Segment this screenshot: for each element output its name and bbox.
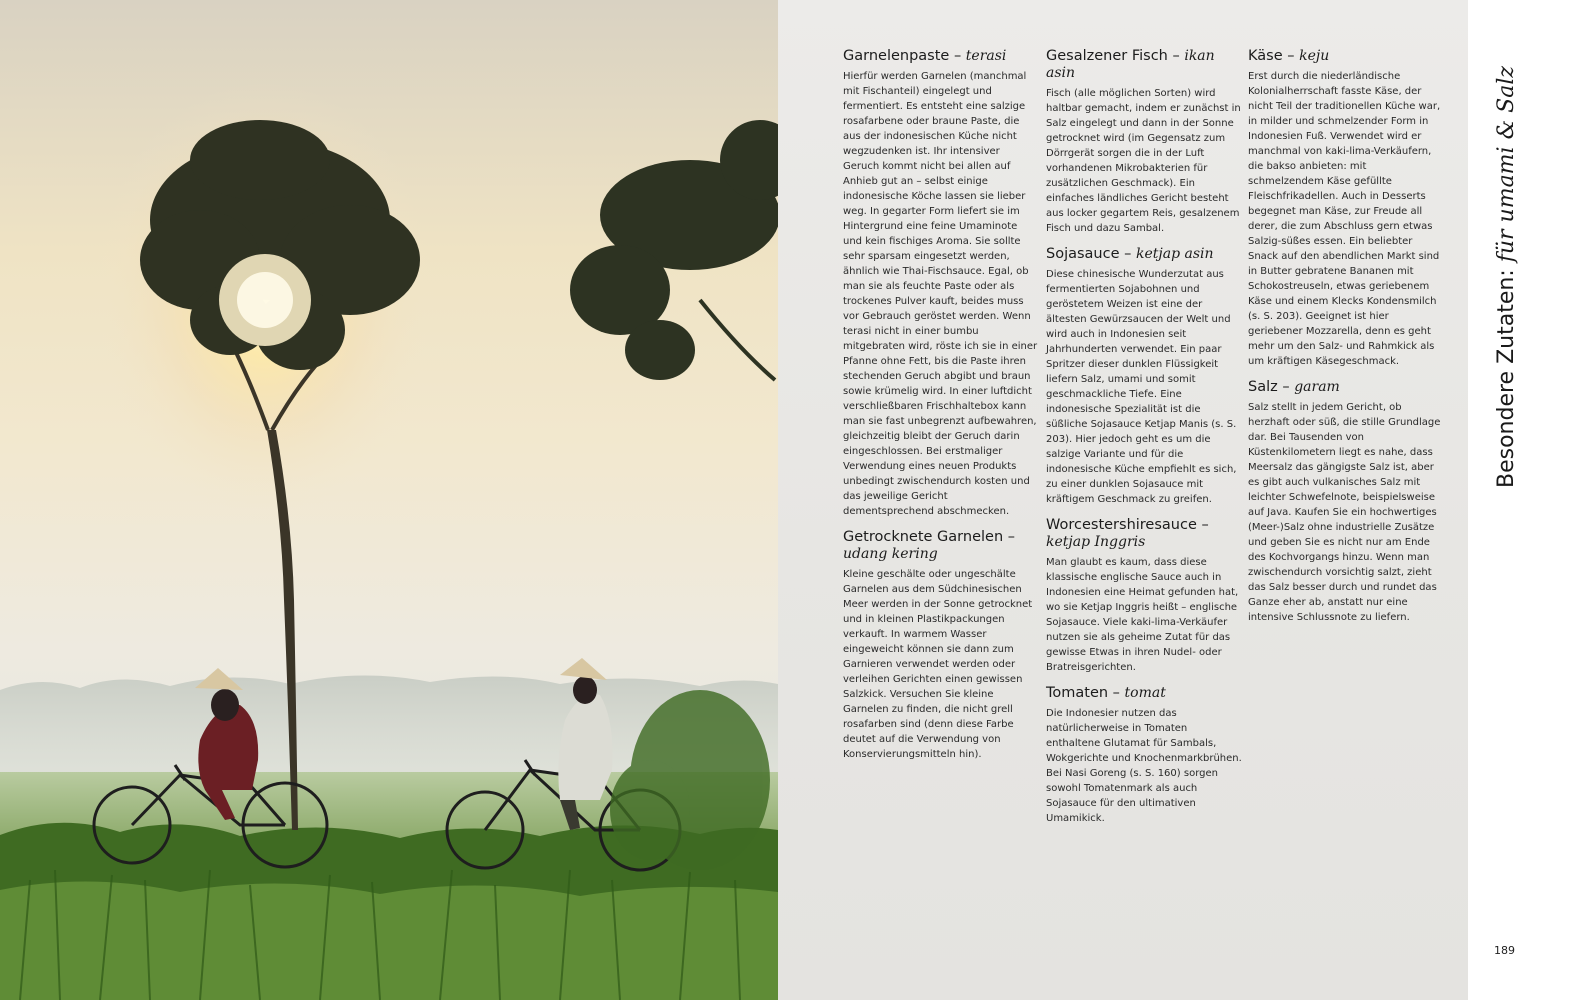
- entry-garnelenpaste: [843, 48, 1039, 519]
- entry-kaese: [1248, 48, 1444, 369]
- page-number: 189: [1494, 944, 1515, 957]
- landscape-photo: [0, 0, 778, 1000]
- entry-title: Gesalzener Fisch – ikan asin: [1046, 48, 1215, 81]
- entry-body: Fisch (alle möglichen Sorten) wird haltbar gemacht, indem er zunächst in Salz eingelegt und dann in der Sonne getrocknet wird (im Gegensatz zum Dörrgerät sorgen die in der Luft vorhandenen Mikrobakterien für zusätzlichen Geschmack). Ein einfaches ländliches Gericht besteht aus locker gegartem Reis, gesalzenem Fisch und dazu Sambal.: [1046, 88, 1241, 234]
- entry-title: Getrocknete Garnelen – udang kering: [843, 529, 1015, 562]
- entry-gesalzener-fisch: [1046, 48, 1242, 236]
- entry-body: Diese chinesische Wunderzutat aus fermentierten Sojabohnen und geröstetem Weizen ist eine der ältesten Gewürzsaucen der Welt und wird auch in Indonesien seit Jahrhunderten verwendet. Ein paar Spritzer dieser dunklen Flüssigkeit liefern Salz, umami und somit geschmackliche Tiefe. Eine indonesische Spezialität ist die süßliche Sojasauce Ketjap Manis (s. S. 203). Hier jedoch geht es um die salzige Variante und für die indonesische Küche empfiehlt es sich, zu einer dunklen Sojasauce mit kräftigem Geschmack zu greifen.: [1046, 269, 1237, 505]
- entry-salz: [1248, 379, 1444, 625]
- entry-body: Kleine geschälte oder ungeschälte Garnelen aus dem Südchinesischen Meer werden in der Sonne getrocknet und in kleinen Plastikpackungen verkauft. In warmem Wasser eingeweicht können sie dann zum Garnieren verwendet werden oder verleihen Gerichten einen gewissen Salzkick. Versuchen Sie kleine Garnelen zu finden, die nicht grell rosafarben sind (denn diese Farbe deutet auf die Verwendung von Konservierungsmitteln hin).: [843, 569, 1033, 760]
- entry-title: Sojasauce – ketjap asin: [1046, 246, 1214, 262]
- text-column-3: [1248, 48, 1444, 635]
- entry-body: Die Indonesier nutzen das natürlicherweise in Tomaten enthaltene Glutamat für Sambals, Wokgerichte und Knochenmarkbrühen. Bei Nasi Goreng (s. S. 160) sorgen sowohl Tomatenmark als auch Sojasauce für den ultimativen Umamikick.: [1046, 708, 1242, 824]
- entry-title-italic: keju: [1299, 48, 1330, 64]
- entry-body: Hierfür werden Garnelen (manchmal mit Fischanteil) eingelegt und fermentiert. Es entsteht eine salzige rosafarbene oder braune Paste, die aus der indonesischen Küche nicht wegzudenken ist. Ihr intensiver Geruch kommt nicht bei allen auf Anhieb gut an – selbst einige indonesische Köche lassen sie lieber weg. In gegarter Form liefert sie im Hintergrund eine feine Umaminote und kein fischiges Aroma. Sie sollte sehr sparsam eingesetzt werden, ähnlich wie Thai-Fischsauce. Egal, ob man sie als feuchte Paste oder als trockenes Pulver kauft, beides muss vor Gebrauch geröstet werden. Wenn terasi nicht in einer bumbu mitgebraten wird, röste ich sie in einer Pfanne ohne Fett, bis die Paste ihren stechenden Geruch abgibt und braun sowie krümelig wird. In einer luftdicht verschließbaren Frischhaltebox kann man sie fast unbegrenzt aufbewahren, gleichzeitig bleibt der Geruch darin eingeschlossen. Bei erstmaliger Verwendung eines neuen Produkts unbedingt zwischendurch kosten und das jeweilige Gericht dementsprechend abschmecken.: [843, 71, 1038, 517]
- entry-worcestershiresauce: [1046, 517, 1242, 675]
- text-column-2: [1046, 48, 1242, 836]
- entry-body: Salz stellt in jedem Gericht, ob herzhaft oder süß, die stille Grundlage dar. Bei Tausenden von Küstenkilometern liegt es nahe, dass Meersalz das gängigste Salz ist, aber es gibt auch vulkanisches Salz mit leichter Schwefelnote, beispielsweise auf Java. Kaufen Sie ein hochwertiges (Meer-)Salz ohne industrielle Zusätze und geben Sie es nicht nur am Ende des Kochvorgangs hinzu. Wenn man zwischendurch vorsichtig salzt, zieht das Salz besser durch und rundet das Ganze eher ab, anstatt nur eine intensive Schlussnote zu liefern.: [1248, 402, 1441, 623]
- text-column-1: [843, 48, 1039, 772]
- entry-title: Worcestershiresauce – ketjap Inggris: [1046, 517, 1209, 550]
- entry-sojasauce: [1046, 246, 1242, 507]
- entry-title: Tomaten – tomat: [1046, 685, 1166, 701]
- entry-title-italic: terasi: [965, 48, 1007, 64]
- entry-tomaten: [1046, 685, 1242, 826]
- entry-title-italic: ikan asin: [1046, 48, 1215, 81]
- page-title: Besondere Zutaten: für umami & Salz: [1494, 66, 1519, 488]
- entry-title: Salz – garam: [1248, 379, 1340, 395]
- entry-body: Erst durch die niederländische Kolonialherrschaft fasste Käse, der nicht Teil der traditionellen Küche war, in milder und schmelzender Form in Indonesien Fuß. Verwendet wird er manchmal von kaki-lima-Verkäufern, die bakso anbieten: mit schmelzendem Käse gefüllte Fleischfrikadellen. Auch in Desserts begegnet man Käse, zur Freude all derer, die zum Abschluss gern etwas Salzig-süßes essen. Ein beliebter Snack auf den abendlichen Markt sind in Butter gebratene Bananen mit Schokostreuseln, etwas geriebenem Käse und einem Klecks Kondensmilch (s. S. 203). Geeignet ist hier geriebener Mozzarella, denn es geht mehr um den Salz- und Rahmkick als um kräftigen Käsegeschmack.: [1248, 71, 1441, 367]
- entry-title: Käse – keju: [1248, 48, 1330, 64]
- entry-body: Man glaubt es kaum, dass diese klassische englische Sauce auch in Indonesien eine Heimat gefunden hat, wo sie Ketjap Inggris heißt – englische Sojasauce. Viele kaki-lima-Verkäufer nutzen sie als geheime Zutat für das gewisse Etwas in ihren Nudel- oder Bratreisgerichten.: [1046, 557, 1239, 673]
- entry-title-italic: tomat: [1124, 685, 1166, 701]
- entry-title-italic: ketjap Inggris: [1046, 534, 1146, 550]
- photo-rice-field-cyclists-icon: [0, 0, 778, 1000]
- entry-getrocknete-garnelen: [843, 529, 1039, 762]
- entry-title-italic: udang kering: [843, 546, 938, 562]
- page-title-italic: für umami & Salz: [1494, 66, 1519, 263]
- entry-title-italic: ketjap asin: [1135, 246, 1214, 262]
- entry-title: Garnelenpaste – terasi: [843, 48, 1007, 64]
- entry-title-italic: garam: [1294, 379, 1340, 395]
